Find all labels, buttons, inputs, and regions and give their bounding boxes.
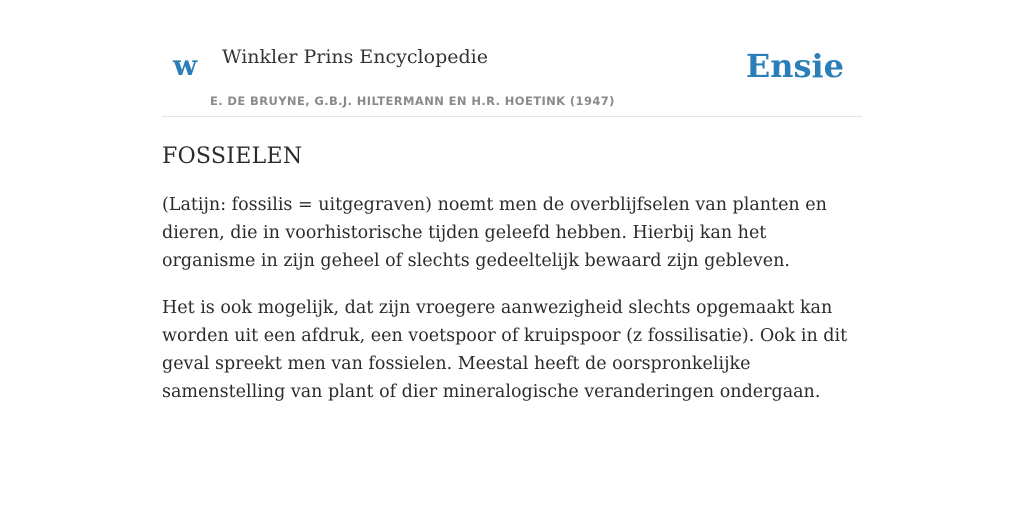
ensie-brand-link[interactable]: Ensie xyxy=(745,47,844,85)
winkler-prins-logo[interactable]: w xyxy=(173,49,198,82)
article-paragraph: (Latijn: fossilis = uitgegraven) noemt men de overblijfselen van planten en dieren, die in voorhistorische tijden geleefd hebben. Hierbij kan het organisme in zijn geheel of slechts gedeeltelijk bewaard zijn gebleven. xyxy=(162,195,827,271)
site-title[interactable]: Winkler Prins Encyclopedie xyxy=(222,46,488,68)
authors-line: E. DE BRUYNE, G.B.J. HILTERMANN EN H.R. HOETINK (1947) xyxy=(210,94,615,108)
article-title: FOSSIELEN xyxy=(162,144,303,169)
article-paragraph: Het is ook mogelijk, dat zijn vroegere aanwezigheid slechts opgemaakt kan worden uit een afdruk, een voetspoor of kruipspoor (z fossilisatie). Ook in dit geval spreekt men van fossielen. Meestal heeft de oorspronkelijke samenstelling van plant of dier mineralogische veranderingen ondergaan. xyxy=(162,298,848,402)
header xyxy=(162,0,862,117)
